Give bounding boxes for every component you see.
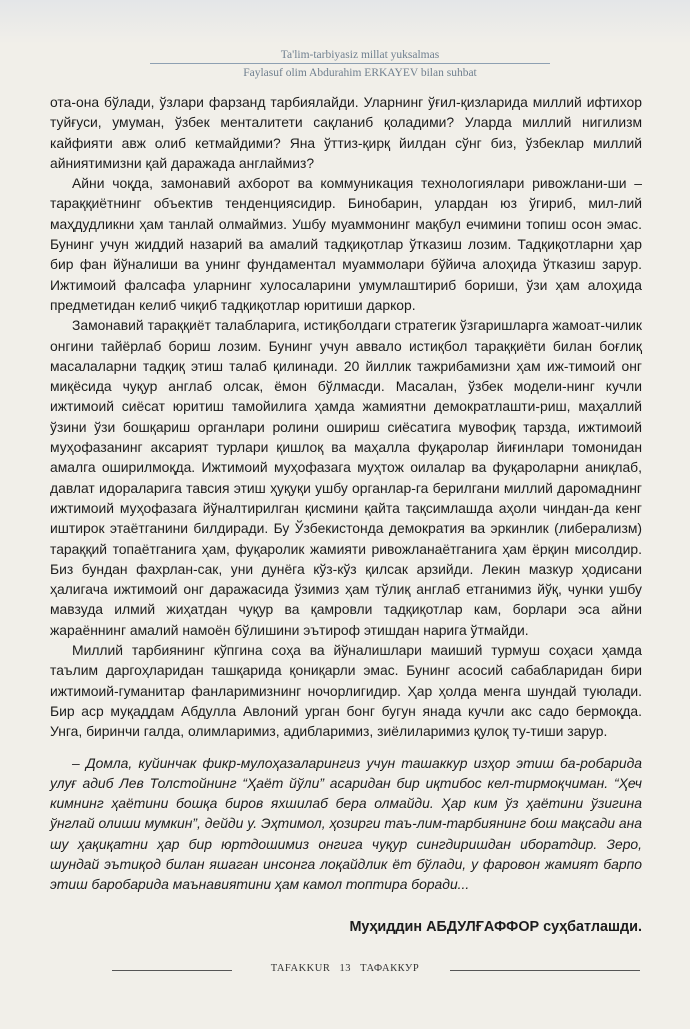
- header-rule: [150, 63, 550, 64]
- page-number: 13: [339, 963, 351, 974]
- header-interview-subtitle: Faylasuf olim Abdurahim ERKAYEV bilan suhbat: [243, 67, 477, 79]
- interviewer-signature: Муҳиддин АБДУЛҒАФФОР суҳбатлашди.: [349, 918, 642, 935]
- footer-rule-left: [112, 970, 232, 971]
- footer-rule-right: [450, 970, 640, 971]
- footer-magazine-name-cyrillic: ТАФАККУР: [360, 963, 420, 974]
- article-body: [50, 92, 642, 937]
- footer-magazine-name-latin: TAFAKKUR: [270, 963, 331, 974]
- paragraph: Айни чоқда, замонавий ахборот ва коммуникация технологиялари ривожлани-ши – тараққиётнинг объектив тенденциясидир. Бинобарин, улардан юз ўгириб, мил-лий маҳдудликни ҳам танлай олмаймиз. Ушбу муаммонинг мақбул ечимини топиш осон эмас. Бунинг учун жиддий назарий ва амалий тадқиқотлар ўтказиш лозим. Тадқиқотларни ҳар бир фан йўналиши ва унинг фундаментал муаммолари бўйича алоҳида ўтказиш зарур. Ижтимоий фалсафа уларнинг хулосаларини умумлаштириб бориши, ўзи ҳам алоҳида предметидан келиб чиқиб тадқиқотлар юритиши даркор.: [50, 175, 642, 313]
- paragraph: Замонавий тараққиёт талабларига, истиқболдаги стратегик ўзгаришларга жамоат-чилик онгини тайёрлаб бориш лозим. Бунинг учун аввало истиқбол тараққиёти билан боғлиқ масалаларни тадқиқ этиш талаб қилинади. 20 йиллик тажрибамизни ҳам иж-тимоий онг миқёсида чуқур англаб олсак, ёмон бўлмасди. Масалан, ўзбек модели-нинг кучли ижтимоий сиёсат юритиш тамойилига ҳамда жамиятни демократлашти-риш, маҳаллий ўзини ўзи бошқариш органлари ролини ошириш сиёсатига мувофиқ тарзда, ижтимоий муҳофазанинг аксарият турлари қишлоқ ва маҳалла фуқаролар йиғинлари томонидан амалга оширилмоқда. Ижтимоий муҳофазага муҳтож оилалар ва фуқароларни аниқлаб, давлат идораларига тавсия этиш ҳуқуқи ушбу органлар-га берилгани миллий даромаднинг ижтимоий муҳофазага йўналтирилган қисмини қайта тақсимлашда аҳоли чиндан-да кенг иштирок этаётганини билдиради. Бу Ўзбекистонда демократия ва эркинлик (либерализм) тараққий топаётганига ҳам, фуқаролик жамияти ривожланаётганига ҳам ёрқин мисолдир. Биз бундан фахрлан-сак, уни дунёга кўз-кўз қилсак арзийди. Лекин мазкур ҳодисани ҳалигача ижтимоий онг даражасида ўзимиз ҳам тўлиқ англаб етганимиз йўқ, чунки ушбу мавзуда илмий жиҳатдан чуқур ва қамровли тадқиқотлар кам, борлари эса айни жараённинг амалий намоён бўлишини эътироф этишдан нарига ўтмайди.: [50, 317, 642, 638]
- header-series-title: Ta'lim-tarbiyasiz millat yuksalmas: [280, 49, 440, 61]
- page-footer: [0, 963, 690, 983]
- paragraph: Миллий тарбиянинг кўпгина соҳа ва йўналишлари маиший турмуш соҳаси ҳамда таълим даргоҳларидан ташқарида қониқарли эмас. Бунинг асосий сабабларидан бири ижтимоий-гуманитар фанларимизнинг ночорлигидир. Ҳар ҳолда менга шундай туюлади. Бир аср муқаддам Абдулла Авлоний урган бонг бугун янада кучли акс садо бермоқда. Унга, биринчи галда, олимларимиз, адибларимиз, зиёлиларимиз қулоқ ту-тиши зарур.: [50, 642, 642, 740]
- interviewer-remark: – Домла, куйинчак фикр-мулоҳазаларингиз учун ташаккур изҳор этиш ба-робарида улуғ адиб Лев Толстойнинг “Ҳаёт йўли” асаридан бир иқтибос кел-тирмоқчиман. “Ҳеч кимнинг ҳаётини бошқа биров яхшилаб бера олмайди. Ҳар ким ўз ҳаётини ўзигина ўнглай олиши мумкин”, дейди у. Эҳтимол, ҳозирги таъ-лим-тарбиянинг бош мақсади ана шу ҳақиқатни ҳар бир юртдошимиз онгига чуқур сингдиришдан иборатдир. Зеро, шундай эътиқод билан яшаган инсонга лоқайдлик ёт бўлади, у фаровон жамият барпо этиш баробарида маънавиятини ҳам камол топтира боради...: [50, 754, 642, 893]
- paragraph-continued: ота-она бўлади, ўзлари фарзанд тарбиялайди. Уларнинг ўғил-қизларида миллий ифтихор туйғуси, умуман, ўзбек менталитети сақланиб қоладими? Уларда миллий нигилизм кайфияти авж олиб кетмайдими? Яна ўттиз-қирқ йилдан сўнг биз, ўзбеклар миллий айниятимизни қай даражада англаймиз?: [50, 94, 642, 171]
- running-header: [0, 48, 690, 80]
